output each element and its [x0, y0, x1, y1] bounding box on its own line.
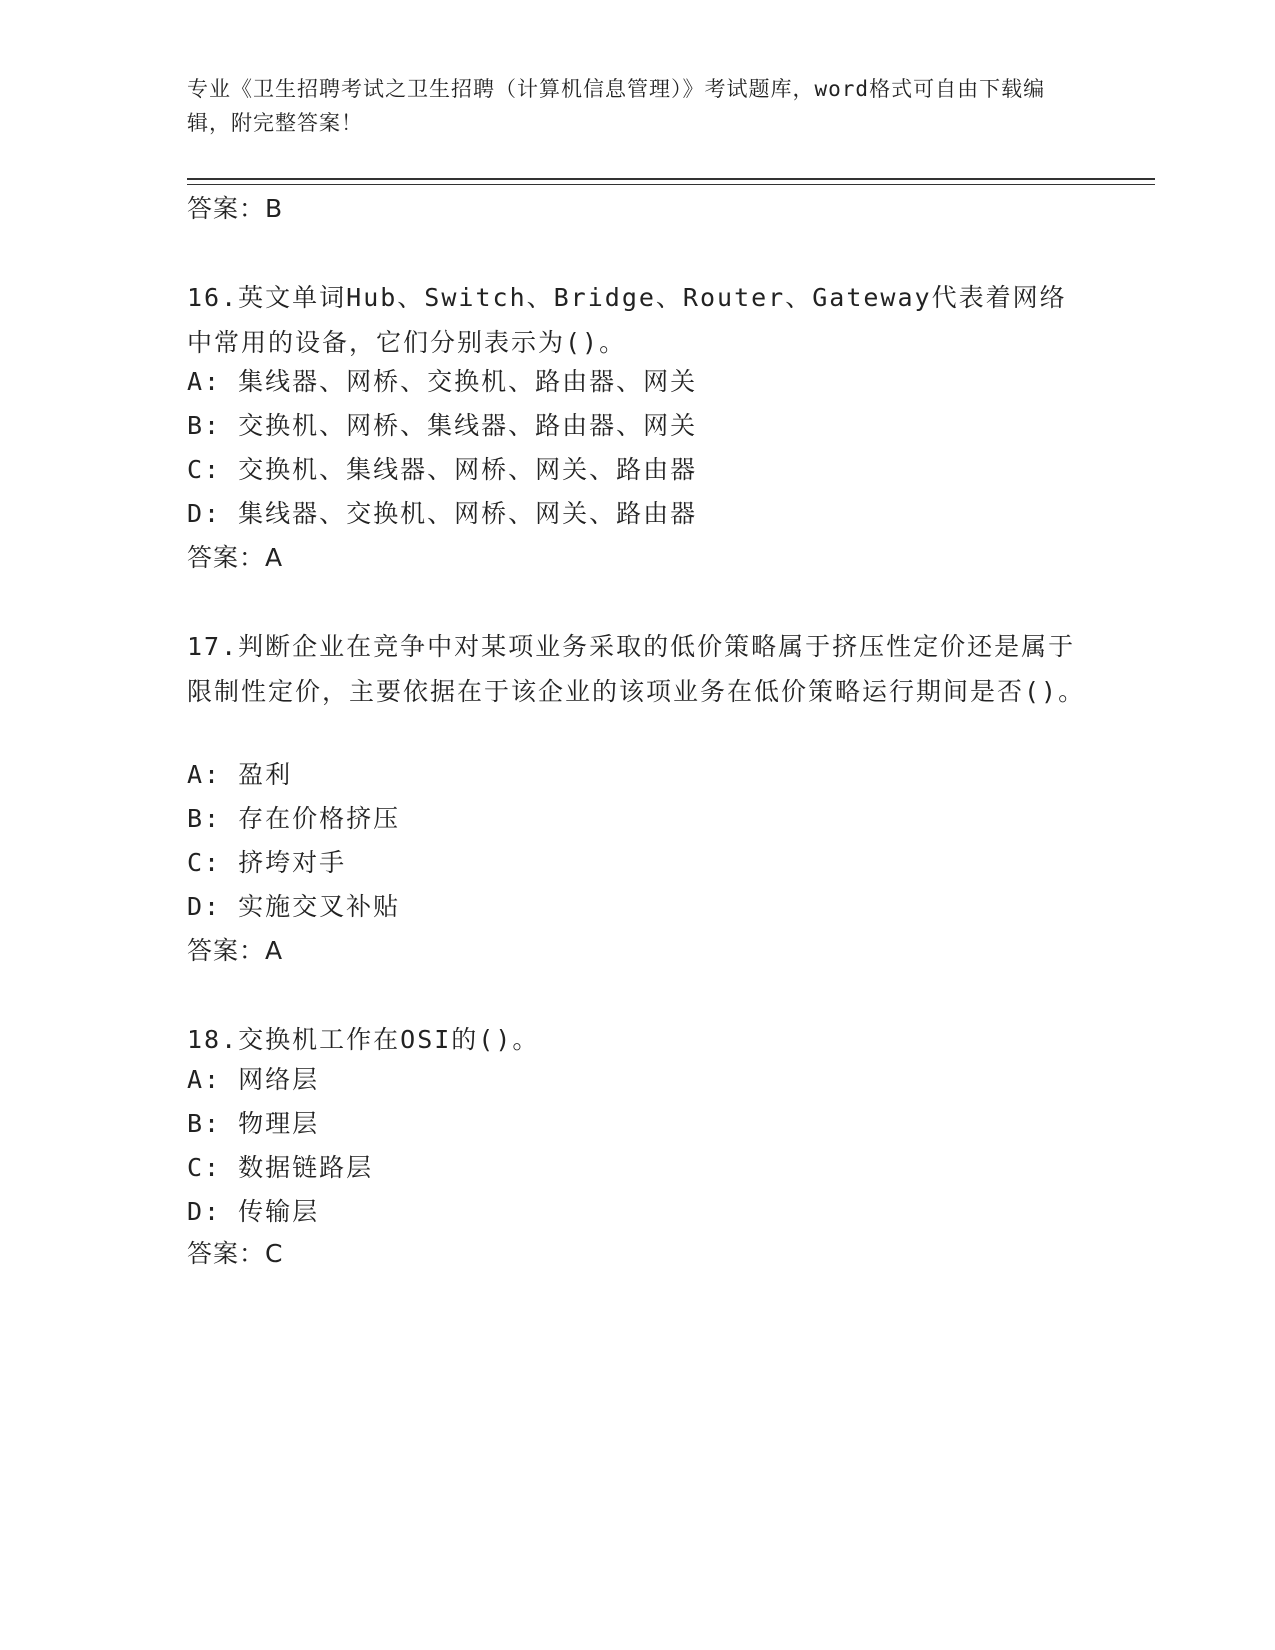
header-rule-thick — [187, 178, 1155, 180]
question-18-stem: 18.交换机工作在OSI的()。 — [187, 1025, 540, 1054]
question-18-option-d: D: 传输层 — [187, 1197, 320, 1226]
question-16-option-d: D: 集线器、交换机、网桥、网关、路由器 — [187, 499, 698, 528]
question-16-stem: 16.英文单词Hub、Switch、Bridge、Router、Gateway代表着网络中常用的设备，它们分别表示为()。 — [187, 283, 1067, 357]
question-17-stem: 17.判断企业在竞争中对某项业务采取的低价策略属于挤压性定价还是属于限制性定价，主要依据在于该企业的该项业务在低价策略运行期间是否()。 — [187, 632, 1086, 706]
question-16-option-a: A: 集线器、网桥、交换机、路由器、网关 — [187, 367, 698, 396]
header-rule-thin — [187, 184, 1155, 185]
question-18-option-a: A: 网络层 — [187, 1065, 320, 1094]
question-17-option-c: C: 挤垮对手 — [187, 848, 347, 877]
question-17-option-a: A: 盈利 — [187, 760, 293, 789]
question-18-option-c: C: 数据链路层 — [187, 1153, 374, 1182]
previous-answer: 答案：B — [187, 194, 284, 223]
question-16-answer: 答案：A — [187, 543, 284, 572]
question-17-option-b: B: 存在价格挤压 — [187, 804, 401, 833]
question-18-option-b: B: 物理层 — [187, 1109, 320, 1138]
question-16-option-c: C: 交换机、集线器、网桥、网关、路由器 — [187, 455, 698, 484]
question-18-answer: 答案：C — [187, 1239, 284, 1268]
question-17-answer: 答案：A — [187, 936, 284, 965]
header-text: 专业《卫生招聘考试之卫生招聘（计算机信息管理）》考试题库，word格式可自由下载编辑，附完整答案！ — [187, 77, 1046, 135]
question-16-option-b: B: 交换机、网桥、集线器、路由器、网关 — [187, 411, 698, 440]
question-17-option-d: D: 实施交叉补贴 — [187, 892, 401, 921]
